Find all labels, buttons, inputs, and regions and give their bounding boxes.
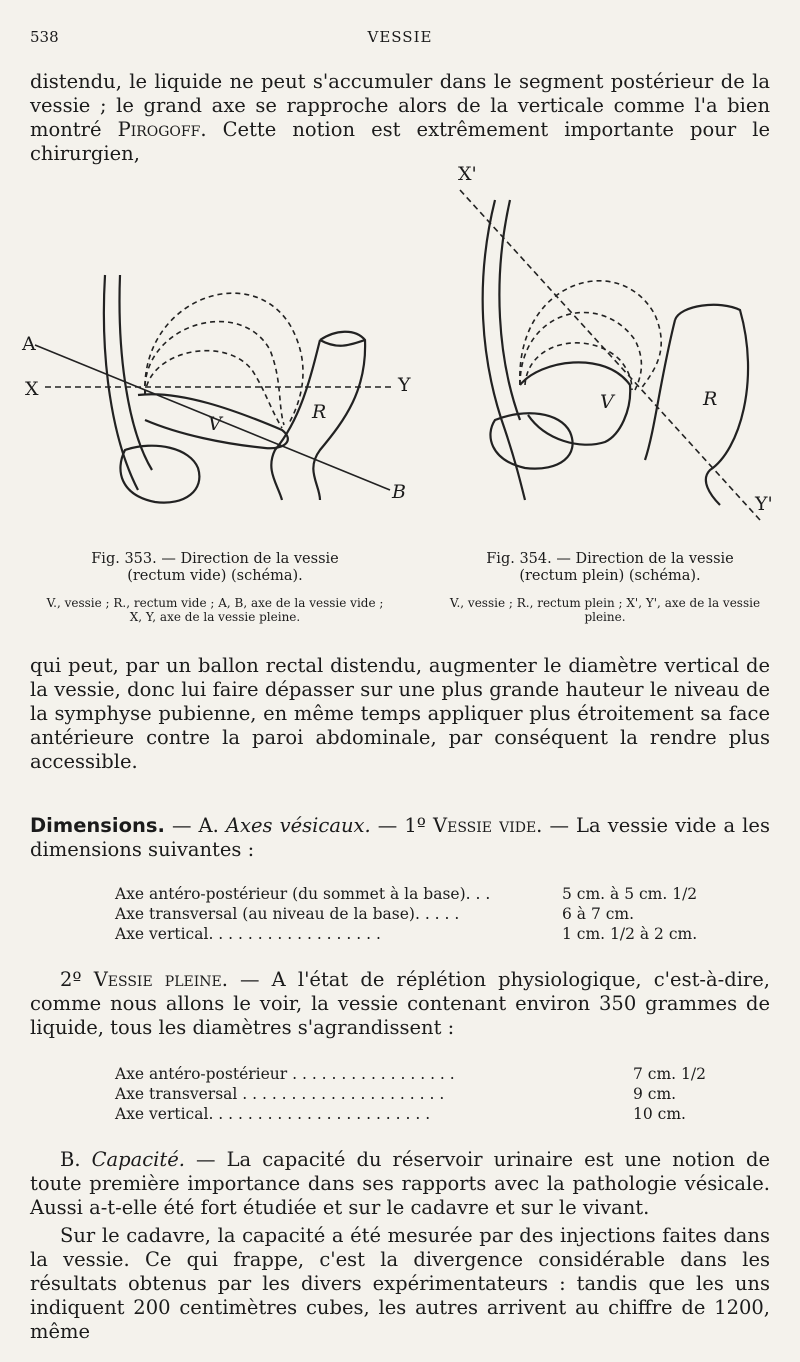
fig353-label-a: A bbox=[22, 333, 36, 355]
figures-area bbox=[20, 150, 780, 550]
fig354-legend-line2: pleine. bbox=[584, 610, 626, 624]
fig354-axis-xy bbox=[460, 190, 760, 520]
fig353-caption bbox=[45, 551, 385, 585]
fig353-rectum-top bbox=[320, 340, 365, 346]
fig354-label-y: Y' bbox=[755, 493, 773, 515]
table-cell-label: Axe transversal (au niveau de la base). . . . . bbox=[115, 905, 460, 923]
table-row bbox=[115, 1084, 715, 1104]
paragraph-dimensions bbox=[30, 814, 770, 862]
table-vessie-vide bbox=[115, 884, 735, 944]
fig354-inner-wall bbox=[499, 200, 520, 420]
fig353-label-b: B bbox=[392, 481, 406, 503]
fig354-legend-line1: V., vessie ; R., rectum plein ; X', Y', axe de la vessie bbox=[449, 596, 761, 610]
page-header bbox=[30, 28, 770, 52]
table-row bbox=[115, 924, 735, 944]
table-cell-value: 10 cm. bbox=[633, 1105, 686, 1123]
fig354-caption bbox=[440, 551, 780, 585]
subsection-axes: Axes vésicaux. bbox=[225, 814, 371, 837]
cap-letter: B. bbox=[60, 1148, 92, 1171]
table-cell-label: Axe transversal . . . . . . . . . . . . . . . . . . . . . bbox=[115, 1085, 445, 1103]
author-name: Pirogoff bbox=[117, 118, 201, 141]
running-title: VESSIE bbox=[367, 28, 433, 46]
paragraph-intro-text: distendu, le liquide ne peut s'accumuler dans le segment postérieur de la vessie ; le grand axe se rapproche alors de la verticale comme l'a bien montré bbox=[30, 70, 770, 141]
table-cell-label: Axe antéro-postérieur . . . . . . . . . . . . . . . . . bbox=[115, 1065, 455, 1083]
fig353-legend-line1: V., vessie ; R., rectum vide ; A, B, axe de la vessie vide ; bbox=[46, 596, 384, 610]
table-row bbox=[115, 1104, 715, 1124]
dim-dash-2: — 1º bbox=[370, 814, 434, 837]
paragraph-capacite bbox=[30, 1148, 770, 1220]
anatomy-diagrams bbox=[20, 150, 780, 550]
fig354-legend bbox=[420, 596, 790, 624]
fig354-label-v: V bbox=[600, 391, 614, 413]
table-row bbox=[115, 904, 735, 924]
fig353-label-x: X bbox=[25, 378, 39, 400]
table-cell-value: 1 cm. 1/2 à 2 cm. bbox=[562, 925, 698, 943]
fig354-drawing bbox=[483, 200, 748, 505]
table-cell-value: 7 cm. 1/2 bbox=[633, 1065, 706, 1083]
pleine-number: 2º bbox=[60, 968, 94, 991]
paragraph-intro-end: . Cette notion est extrêmement importante pour le chirurgien, bbox=[30, 118, 770, 165]
fig354-label-r: R bbox=[703, 388, 718, 410]
fig354-rectum-back bbox=[645, 320, 675, 460]
subsection-vessie-vide: Vessie vide. bbox=[433, 814, 543, 837]
table-cell-label: Axe antéro-postérieur (du sommet à la base). . . bbox=[115, 885, 491, 903]
fig354-axes bbox=[460, 190, 760, 520]
dim-rest: — La vessie vide a les dimensions suivantes : bbox=[30, 814, 770, 861]
pleine-rest: — A l'état de réplétion physiologique, c'est-à-dire, comme nous allons le voir, la vessie contenant environ 350 grammes de liquide, tous les diamètres s'agrandissent : bbox=[30, 968, 770, 1039]
page-number: 538 bbox=[30, 28, 59, 46]
paragraph-cadavre: Sur le cadavre, la capacité a été mesurée par des injections faites dans la vessie. Ce qui frappe, c'est la divergence considérable dans les résultats obtenus par les divers expérimentateurs : tandis que les uns indiquent 200 centimètres cubes, les autres arrivent au chiffre de 1200, même bbox=[30, 1224, 770, 1343]
fig353-label-y: Y bbox=[398, 374, 411, 396]
fig354-caption-line2: (rectum plein) (schéma). bbox=[519, 568, 701, 584]
table-row bbox=[115, 1064, 715, 1084]
subsection-vessie-pleine: Vessie pleine. bbox=[93, 968, 228, 991]
fig353-symphysis bbox=[120, 446, 199, 503]
fig354-outlines bbox=[520, 281, 661, 390]
table-row bbox=[115, 884, 735, 904]
fig353-label-r: R bbox=[312, 401, 327, 423]
fig353-legend bbox=[20, 596, 410, 624]
table-cell-value: 9 cm. bbox=[633, 1085, 677, 1103]
table-cell-value: 5 cm. à 5 cm. 1/2 bbox=[562, 885, 698, 903]
table-cell-label: Axe vertical. . . . . . . . . . . . . . . . . . bbox=[115, 925, 381, 943]
fig354-label-x: X' bbox=[458, 163, 477, 185]
cap-rest: — La capacité du réservoir urinaire est une notion de toute première importance dans ses rapports avec la pathologie vésicale. Aussi a-t-elle été fort étudiée et sur le cadavre et sur le vivant. bbox=[30, 1148, 770, 1219]
table-cell-value: 6 à 7 cm. bbox=[562, 905, 635, 923]
fig353-caption-line1: Fig. 353. — Direction de la vessie bbox=[91, 551, 339, 567]
subsection-capacite: Capacité. bbox=[91, 1148, 185, 1171]
table-vessie-pleine bbox=[115, 1064, 715, 1124]
paragraph-ballon: qui peut, par un ballon rectal distendu, augmenter le diamètre vertical de la vessie, donc lui faire dépasser sur une plus grande hauteur le niveau de la symphyse pubienne, en même temps appliquer plus étroitement sa face antérieure contre la paroi abdominale, par conséquent la rendre plus accessible. bbox=[30, 654, 770, 773]
fig354-caption-line1: Fig. 354. — Direction de la vessie bbox=[486, 551, 734, 567]
fig353-label-v: V bbox=[208, 413, 222, 435]
paragraph-vessie-pleine bbox=[30, 968, 770, 1040]
fig353-legend-line2: X, Y, axe de la vessie pleine. bbox=[129, 610, 301, 624]
table-cell-label: Axe vertical. . . . . . . . . . . . . . . . . . . . . . . bbox=[115, 1105, 431, 1123]
section-heading-dimensions: Dimensions. bbox=[30, 814, 165, 837]
fig353-caption-line2: (rectum vide) (schéma). bbox=[127, 568, 303, 584]
dim-dash-1: — A. bbox=[164, 814, 226, 837]
